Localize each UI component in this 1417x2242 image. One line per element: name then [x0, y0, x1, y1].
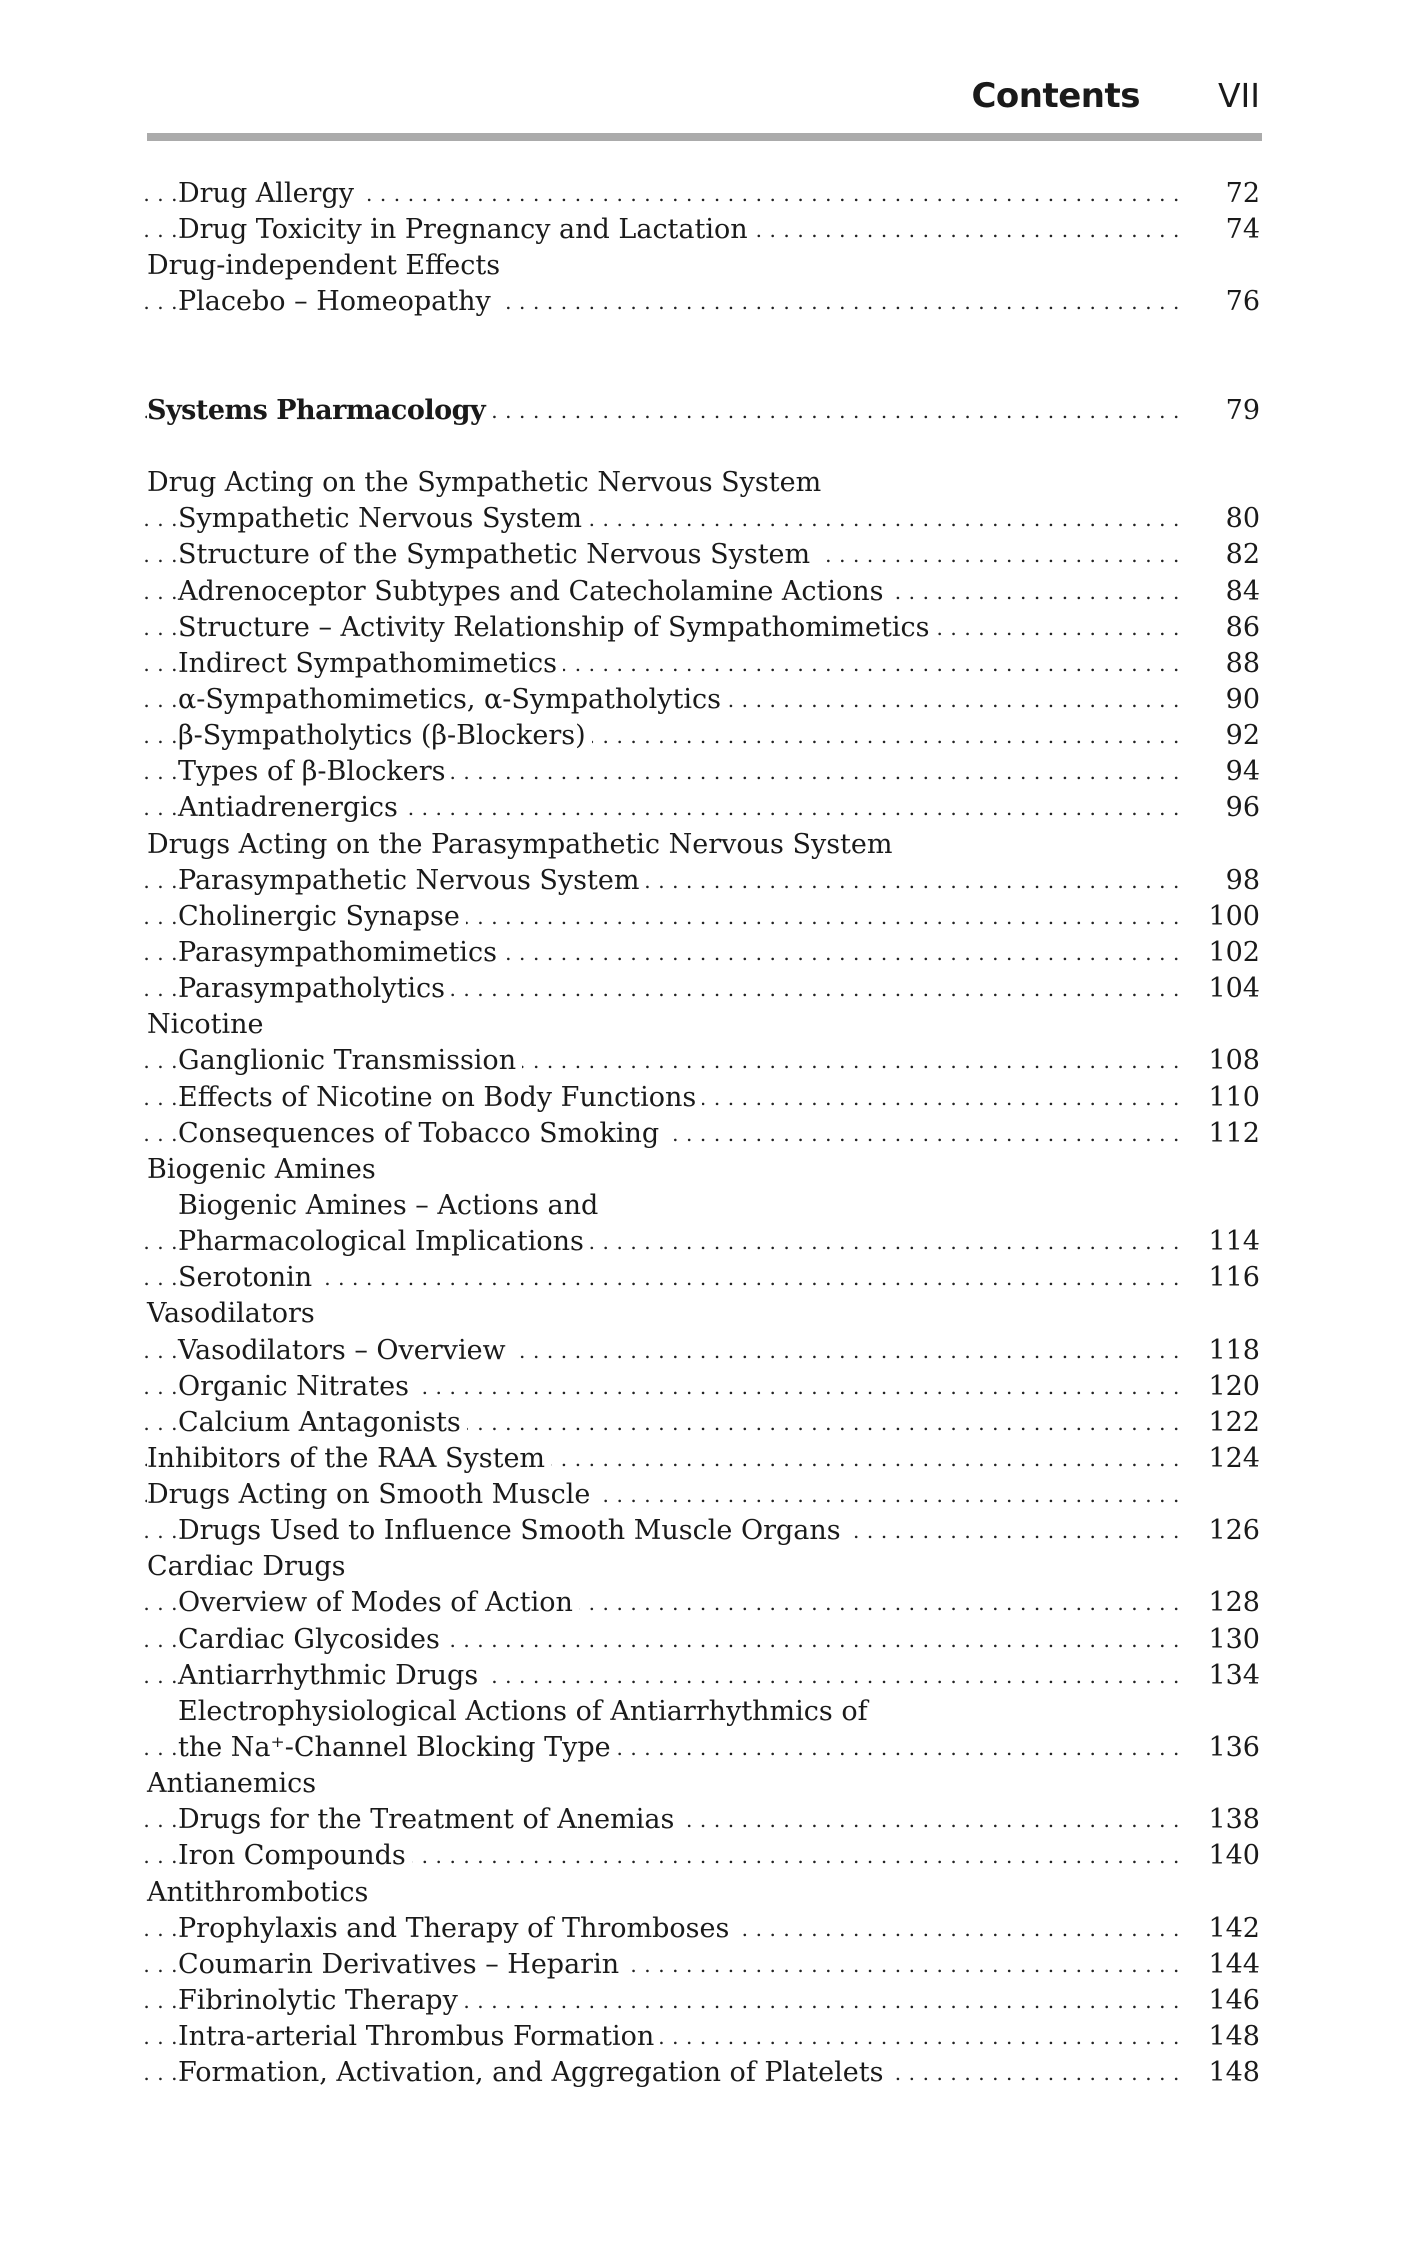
toc-entry[interactable]	[147, 176, 1262, 212]
toc-entry-title: Drugs Acting on the Parasympathetic Nervous System	[147, 829, 899, 860]
toc-section-entry[interactable]	[147, 393, 1262, 429]
toc-entry-page: 74	[1225, 214, 1260, 246]
toc-section-entry[interactable]	[147, 465, 1262, 501]
toc-entry[interactable]	[147, 574, 1262, 610]
toc-entry[interactable]	[147, 718, 1262, 754]
toc-entry-title: Antiadrenergics	[178, 792, 404, 823]
toc-entry-title: Ganglionic Transmission	[178, 1045, 522, 1076]
toc-entry-title: Sympathetic Nervous System	[178, 503, 588, 534]
toc-entry-title: the Na⁺-Channel Blocking Type	[178, 1732, 617, 1763]
toc-entry-title: Inhibitors of the RAA System	[147, 1443, 551, 1474]
toc-entry[interactable]	[147, 1260, 1262, 1296]
toc-entry[interactable]	[147, 2055, 1262, 2091]
toc-spacer	[147, 357, 1262, 393]
toc-entry[interactable]	[147, 1585, 1262, 1621]
toc-entry-page: 108	[1208, 1045, 1260, 1077]
toc-entry-page: 79	[1225, 394, 1260, 426]
toc-entry[interactable]	[147, 1116, 1262, 1152]
toc-section-entry[interactable]	[147, 1477, 1262, 1513]
toc-entry-page: 100	[1208, 900, 1260, 932]
toc-entry[interactable]	[147, 610, 1262, 646]
toc-spacer	[147, 321, 1262, 357]
toc-entry[interactable]	[147, 646, 1262, 682]
toc-entry-page: 104	[1208, 973, 1260, 1005]
toc-entry-title: Fibrinolytic Therapy	[178, 1985, 464, 2016]
toc-entry-page: 142	[1208, 1912, 1260, 1944]
toc-entry-title: Indirect Sympathomimetics	[178, 648, 563, 679]
toc-section-entry[interactable]	[147, 1007, 1262, 1043]
toc-entry[interactable]	[147, 1405, 1262, 1441]
toc-entry-title: Structure – Activity Relationship of Sympathomimetics	[178, 612, 936, 643]
toc-section-entry[interactable]	[147, 827, 1262, 863]
toc-section-entry[interactable]	[147, 1441, 1262, 1477]
toc-entry[interactable]	[147, 1694, 1262, 1730]
toc-section-entry[interactable]	[147, 1296, 1262, 1332]
toc-section-entry[interactable]	[147, 1766, 1262, 1802]
toc-entry-page: 138	[1208, 1804, 1260, 1836]
toc-entry-title: Effects of Nicotine on Body Functions	[178, 1082, 702, 1113]
toc-entry-page: 140	[1208, 1840, 1260, 1872]
toc-entry-title: Iron Compounds	[178, 1840, 412, 1871]
toc-entry[interactable]	[147, 1947, 1262, 1983]
toc-entry-title: Drugs for the Treatment of Anemias	[178, 1804, 680, 1835]
toc-entry-page: 72	[1225, 178, 1260, 209]
toc-entry[interactable]	[147, 1658, 1262, 1694]
toc-entry-page: 96	[1225, 792, 1260, 824]
toc-entry-title: Structure of the Sympathetic Nervous System	[178, 539, 816, 570]
toc-entry[interactable]	[147, 1730, 1262, 1766]
toc-entry-title: Intra-arterial Thrombus Formation	[178, 2021, 660, 2052]
toc-entry-title: Calcium Antagonists	[178, 1407, 467, 1438]
toc-entry-title: Formation, Activation, and Aggregation of Platelets	[178, 2057, 889, 2088]
toc-entry-page: 82	[1225, 539, 1260, 571]
toc-entry[interactable]	[147, 1188, 1262, 1224]
toc-entry-page: 144	[1208, 1948, 1260, 1980]
toc-entry-title: Drug Toxicity in Pregnancy and Lactation	[178, 214, 754, 245]
toc-entry-page: 148	[1208, 2057, 1260, 2089]
toc-entry-title: Cardiac Glycosides	[178, 1624, 446, 1655]
toc-entry-title: Cholinergic Synapse	[178, 901, 466, 932]
toc-entry[interactable]	[147, 1333, 1262, 1369]
toc-section-entry[interactable]	[147, 1152, 1262, 1188]
toc-entry[interactable]	[147, 1224, 1262, 1260]
toc-entry[interactable]	[147, 863, 1262, 899]
toc-entry[interactable]	[147, 899, 1262, 935]
toc-entry-page: 112	[1208, 1117, 1260, 1149]
toc-entry-title: Biogenic Amines	[147, 1154, 382, 1185]
toc-entry[interactable]	[147, 1911, 1262, 1947]
toc-entry-page: 94	[1225, 756, 1260, 788]
toc-entry[interactable]	[147, 1369, 1262, 1405]
toc-entry-page: 110	[1208, 1081, 1260, 1113]
toc-section-entry[interactable]	[147, 248, 1262, 284]
toc-entry-page: 148	[1208, 2021, 1260, 2053]
toc-entry-page: 146	[1208, 1985, 1260, 2017]
toc-entry[interactable]	[147, 284, 1262, 320]
toc-entry[interactable]	[147, 537, 1262, 573]
toc-entry-title: Overview of Modes of Action	[178, 1587, 579, 1618]
toc-entry[interactable]	[147, 212, 1262, 248]
toc-entry-page: 98	[1225, 864, 1260, 896]
toc-entry[interactable]	[147, 754, 1262, 790]
toc-entry-page: 76	[1225, 286, 1260, 318]
toc-entry-page: 88	[1225, 647, 1260, 679]
running-header	[147, 76, 1262, 126]
toc-entry-title: Types of β-Blockers	[178, 756, 451, 787]
toc-entry-page: 84	[1225, 575, 1260, 607]
toc-entry-title: Parasympatholytics	[178, 973, 451, 1004]
toc-entry[interactable]	[147, 971, 1262, 1007]
toc-entry-page: 122	[1208, 1406, 1260, 1438]
toc-entry-title: Serotonin	[178, 1262, 318, 1293]
toc-entry[interactable]	[147, 501, 1262, 537]
toc-entry-page: 116	[1208, 1262, 1260, 1294]
toc-entry[interactable]	[147, 1802, 1262, 1838]
toc-entry-title: Electrophysiological Actions of Antiarrhythmics of	[178, 1696, 874, 1727]
page-number: VII	[1217, 76, 1260, 115]
toc-entry-title: Drug-independent Effects	[147, 250, 506, 281]
toc-spacer	[147, 429, 1262, 465]
toc-entry-title: Drug Acting on the Sympathetic Nervous System	[147, 467, 827, 498]
toc-entry[interactable]	[147, 1838, 1262, 1874]
toc-section-entry[interactable]	[147, 1875, 1262, 1911]
toc-entry-title: Pharmacological Implications	[178, 1226, 590, 1257]
toc-entry[interactable]	[147, 1043, 1262, 1079]
toc-entry[interactable]	[147, 790, 1262, 826]
toc-entry-title: Parasympathomimetics	[178, 937, 503, 968]
toc-entry-page: 130	[1208, 1623, 1260, 1655]
toc-entry[interactable]	[147, 935, 1262, 971]
toc-entry-page: 80	[1225, 503, 1260, 535]
toc-entry-title: Antianemics	[147, 1768, 322, 1799]
toc-entry[interactable]	[147, 1983, 1262, 2019]
toc-entry[interactable]	[147, 1622, 1262, 1658]
toc-entry-page: 124	[1208, 1442, 1260, 1474]
toc-entry-title: Coumarin Derivatives – Heparin	[178, 1949, 625, 1980]
toc-entry-title: β-Sympatholytics (β-Blockers)	[178, 720, 592, 751]
toc-entry-page: 102	[1208, 936, 1260, 968]
toc-entry-title: Prophylaxis and Therapy of Thromboses	[178, 1913, 735, 1944]
toc-entry-title: Parasympathetic Nervous System	[178, 865, 645, 896]
toc-entry[interactable]	[147, 1080, 1262, 1116]
toc-entry-page: 114	[1208, 1226, 1260, 1258]
toc-entry[interactable]	[147, 1513, 1262, 1549]
header-rule	[147, 133, 1262, 141]
toc-entry-title: Cardiac Drugs	[147, 1551, 351, 1582]
toc-entry-title: Nicotine	[147, 1009, 270, 1040]
toc-entry-title: Vasodilators	[147, 1298, 321, 1329]
toc-entry-page: 126	[1208, 1515, 1260, 1547]
toc-entry[interactable]	[147, 682, 1262, 718]
toc-entry-title: Placebo – Homeopathy	[178, 286, 497, 317]
toc-entry-page: 90	[1225, 683, 1260, 715]
toc-entry-title: Adrenoceptor Subtypes and Catecholamine Actions	[178, 576, 890, 607]
table-of-contents	[147, 176, 1262, 2091]
toc-entry-title: Vasodilators – Overview	[178, 1335, 512, 1366]
toc-entry-page: 136	[1208, 1732, 1260, 1764]
toc-entry-title: Antithrombotics	[147, 1877, 374, 1908]
toc-entry-page: 120	[1208, 1370, 1260, 1402]
page-title: Contents	[971, 76, 1140, 116]
toc-entry-title: Biogenic Amines – Actions and	[178, 1190, 604, 1221]
toc-entry-page: 86	[1225, 611, 1260, 643]
toc-entry-title: Drug Allergy	[178, 178, 360, 209]
toc-entry-title: α-Sympathomimetics, α-Sympatholytics	[178, 684, 727, 715]
toc-entry-title: Consequences of Tobacco Smoking	[178, 1118, 665, 1149]
toc-entry-title: Organic Nitrates	[178, 1371, 415, 1402]
toc-entry-title: Drugs Acting on Smooth Muscle	[147, 1479, 596, 1510]
toc-entry-title: Drugs Used to Influence Smooth Muscle Organs	[178, 1515, 847, 1546]
toc-entry-title: Antiarrhythmic Drugs	[178, 1660, 484, 1691]
toc-section-entry[interactable]	[147, 1549, 1262, 1585]
toc-entry-page: 128	[1208, 1587, 1260, 1619]
toc-entry-page: 92	[1225, 720, 1260, 752]
toc-entry[interactable]	[147, 2019, 1262, 2055]
toc-entry-page: 134	[1208, 1659, 1260, 1691]
toc-entry-page: 118	[1208, 1334, 1260, 1366]
toc-entry-title: Systems Pharmacology	[147, 395, 491, 426]
